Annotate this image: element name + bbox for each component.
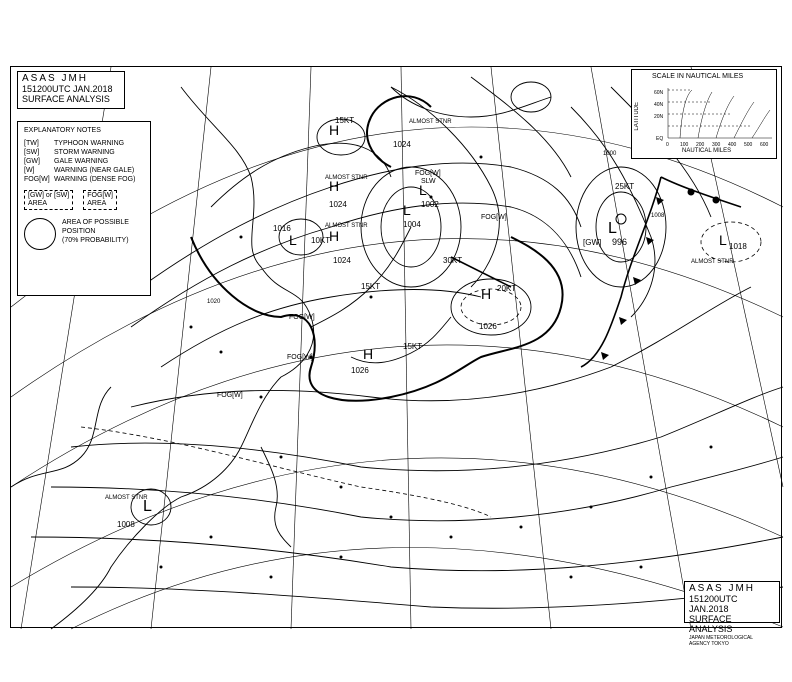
svg-text:10KT: 10KT [311, 236, 331, 245]
chart-header-bottom [684, 581, 780, 647]
svg-text:FOG[W]: FOG[W] [415, 170, 441, 177]
agency-code: ASAS JMH [22, 73, 89, 84]
svg-text:ALMOST STNR: ALMOST STNR [691, 259, 734, 265]
legend-area-fog: FOG[W] AREA [83, 190, 117, 210]
scale-y-tick: 40N [654, 102, 664, 108]
scale-inset [631, 69, 777, 159]
scale-x-tick: 200 [696, 142, 705, 148]
svg-text:1026: 1026 [351, 366, 369, 375]
agency-code: ASAS JMH [689, 583, 756, 594]
svg-text:FOG[W]: FOG[W] [481, 214, 507, 221]
explanatory-notes: EXPLANATORY NOTES [TW] TYPHOON WARNING [SW] STORM WARNING [GW] GALE WARNING [W] WARNING (NEAR GALE) FOG[W] WARNING (DENSE FOG) [GW] or [SW] AREA FOG[W] AREA AREA OF POSSIBLE POSITION (70% PROBABILITY) [17, 121, 151, 296]
svg-text:L: L [719, 232, 727, 248]
chart-header-top [17, 71, 125, 109]
system-pressure: 996 [612, 237, 628, 247]
isobar-1020 [191, 96, 563, 401]
svg-text:1016: 1016 [273, 224, 291, 233]
fronts [451, 177, 741, 367]
legend-item: [SW] STORM WARNING [24, 149, 115, 156]
svg-text:ALMOST STNR: ALMOST STNR [325, 223, 368, 229]
scale-y-label: LATITUDE [634, 102, 640, 131]
probability-circle-icon [24, 218, 56, 250]
high-1026-east [479, 286, 497, 331]
svg-text:1024: 1024 [333, 256, 351, 265]
legend-item: [W] WARNING (NEAR GALE) [24, 167, 135, 174]
svg-text:1026: 1026 [479, 322, 497, 331]
motion-labels [311, 116, 634, 351]
svg-text:1024: 1024 [329, 200, 347, 209]
chart-product: SURFACE ANALYSIS [22, 94, 110, 104]
svg-text:FOG[W]: FOG[W] [217, 392, 243, 399]
high-1024-center [325, 223, 368, 265]
svg-text:1000: 1000 [603, 151, 617, 157]
high-1026-south [351, 346, 373, 375]
svg-text:1002: 1002 [421, 200, 439, 209]
svg-text:25KT: 25KT [615, 182, 635, 191]
chart-datetime: 151200UTC JAN.2018 [22, 84, 113, 94]
svg-text:20KT: 20KT [497, 284, 517, 293]
high-1024-west [325, 175, 368, 209]
svg-text:FOG[W]: FOG[W] [287, 354, 313, 361]
svg-text:L: L [289, 232, 297, 248]
svg-text:1008: 1008 [117, 520, 135, 529]
low-1018 [691, 232, 747, 265]
scale-curves [632, 70, 778, 160]
scale-x-tick: 500 [744, 142, 753, 148]
legend-area-gale: [GW] or [SW] AREA [24, 190, 73, 210]
system-letter: L [608, 220, 617, 237]
svg-text:1008: 1008 [651, 213, 665, 219]
low-996 [583, 214, 627, 247]
svg-text:L: L [403, 202, 411, 218]
svg-text:15KT: 15KT [361, 282, 381, 291]
svg-text:ALMOST STNR: ALMOST STNR [409, 119, 452, 125]
scale-x-tick: 300 [712, 142, 721, 148]
chart-datetime: 151200UTC JAN.2018 [689, 594, 738, 614]
legend-item: [TW] TYPHOON WARNING [24, 140, 125, 147]
agency-name: JAPAN METEOROLOGICAL AGENCY TOKYO [689, 635, 753, 647]
scale-x-tick: 600 [760, 142, 769, 148]
svg-text:H: H [329, 122, 340, 138]
scale-y-tick: 60N [654, 90, 664, 96]
svg-text:SLW: SLW [421, 178, 436, 185]
scale-x-tick: 100 [680, 142, 689, 148]
svg-text:H: H [329, 228, 340, 244]
weather-chart [10, 66, 782, 647]
svg-text:1018: 1018 [729, 242, 747, 251]
svg-text:ALMOST STNR: ALMOST STNR [105, 495, 148, 501]
scale-x-label: NAUTICAL MILES [682, 148, 732, 154]
scale-y-tick: EQ [656, 136, 664, 142]
svg-text:1004: 1004 [403, 220, 421, 229]
svg-text:H: H [363, 346, 374, 362]
low-1016 [273, 224, 297, 248]
scale-title: SCALE IN NAUTICAL MILES [652, 73, 744, 80]
scale-y-tick: 20N [654, 114, 664, 120]
svg-text:L: L [143, 498, 152, 515]
legend-item: FOG[W] WARNING (DENSE FOG) [24, 176, 136, 183]
low-1002 [419, 178, 439, 209]
scale-x-tick: 0 [666, 142, 669, 148]
svg-text:H: H [481, 286, 492, 302]
svg-text:ALMOST STNR: ALMOST STNR [325, 175, 368, 181]
svg-text:1024: 1024 [393, 140, 411, 149]
legend-item: [GW] GALE WARNING [24, 158, 109, 165]
svg-text:15KT: 15KT [403, 342, 423, 351]
warning-areas [81, 222, 761, 517]
svg-text:15KT: 15KT [335, 116, 355, 125]
legend-title: EXPLANATORY NOTES [24, 127, 101, 134]
chart-product: SURFACE ANALYSIS [689, 614, 733, 634]
system-warning: [GW] [583, 238, 602, 247]
svg-text:30KT: 30KT [443, 256, 463, 265]
svg-text:1020: 1020 [207, 299, 221, 305]
station-plots [160, 156, 713, 579]
svg-text:H: H [329, 178, 340, 194]
svg-text:FOG[W]: FOG[W] [289, 314, 315, 321]
svg-text:L: L [419, 182, 427, 198]
scale-x-tick: 400 [728, 142, 737, 148]
